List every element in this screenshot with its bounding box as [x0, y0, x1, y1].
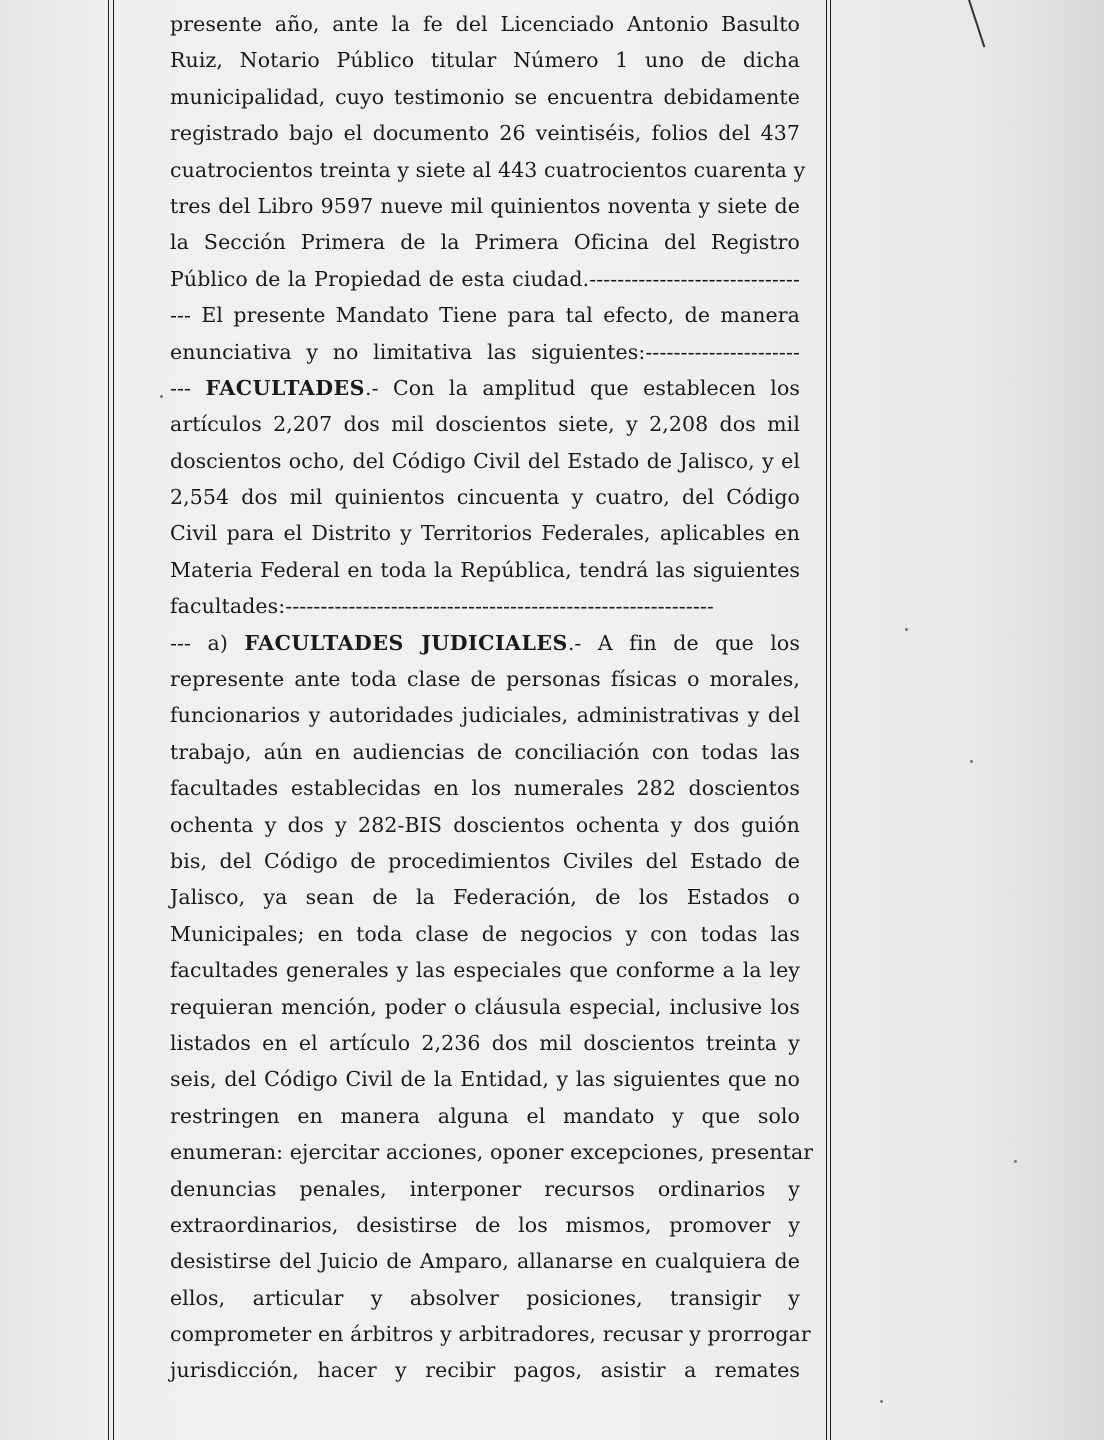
line-prefix: --- a) [170, 630, 245, 655]
text-line: Civil para el Distrito y Territorios Federales, aplicables en [170, 521, 800, 546]
text-line: enumeran: ejercitar acciones, oponer excepciones, presentar [170, 1140, 814, 1165]
text-line: 2,554 dos mil quinientos cincuenta y cuatro, del Código [170, 485, 800, 510]
scan-speck [970, 760, 973, 763]
text-line: comprometer en árbitros y arbitradores, recusar y prorrogar [170, 1322, 811, 1347]
text-line: Público de la Propiedad de esta ciudad.------------------------------ [170, 266, 800, 291]
text-line: enunciativa y no limitativa las siguientes:---------------------- [170, 339, 800, 364]
section-heading-facultades-judiciales: FACULTADES JUDICIALES [244, 630, 568, 655]
text-line: seis, del Código Civil de la Entidad, y las siguientes que no [170, 1067, 800, 1092]
text-line: presente año, ante la fe del Licenciado Antonio Basulto [170, 12, 800, 36]
line-rest: .- Con la amplitud que establecen los [364, 375, 801, 400]
text-line: trabajo, aún en audiencias de conciliación con todas las [170, 739, 800, 764]
text-line: extraordinarios, desistirse de los mismos, promover y [170, 1212, 800, 1237]
text-line: ochenta y dos y 282-BIS doscientos ochenta y dos guión [170, 812, 800, 837]
text-line [170, 370, 800, 406]
text-line: cuatrocientos treinta y siete al 443 cuatrocientos cuarenta y [170, 157, 806, 182]
text-line: restringen en manera alguna el mandato y que solo [170, 1103, 800, 1128]
text-line: denuncias penales, interponer recursos ordinarios y [170, 1176, 800, 1201]
text-line: requieran mención, poder o cláusula especial, inclusive los [170, 994, 800, 1019]
text-line: la Sección Primera de la Primera Oficina del Registro [170, 230, 800, 255]
text-line: represente ante toda clase de personas físicas o morales, [170, 667, 800, 692]
scan-speck [160, 395, 163, 398]
text-line: desistirse del Juicio de Amparo, allanarse en cualquiera de [170, 1249, 800, 1274]
text-line: facultades:------------------------------------------------------------- [170, 594, 714, 619]
text-line: funcionarios y autoridades judiciales, administrativas y del [170, 703, 800, 728]
line-rest: .- A fin de que los [567, 630, 800, 655]
scan-speck [905, 628, 908, 631]
text-line: municipalidad, cuyo testimonio se encuentra debidamente [170, 84, 800, 109]
section-heading-facultades: FACULTADES [205, 375, 365, 400]
page-border-left [108, 0, 114, 1440]
scan-speck [880, 1400, 883, 1403]
text-line: listados en el artículo 2,236 dos mil doscientos treinta y [170, 1030, 800, 1055]
text-line: registrado bajo el documento 26 veintiséis, folios del 437 [170, 121, 800, 146]
text-line: ellos, articular y absolver posiciones, transigir y [170, 1285, 800, 1310]
text-line: tres del Libro 9597 nueve mil quinientos noventa y siete de [170, 193, 800, 218]
document-body [170, 6, 814, 1389]
text-line: Materia Federal en toda la República, tendrá las siguientes [170, 557, 800, 582]
text-line: jurisdicción, hacer y recibir pagos, asistir a remates [170, 1358, 800, 1383]
text-line: Municipales; en toda clase de negocios y con todas las [170, 921, 800, 946]
text-line: Jalisco, ya sean de la Federación, de los Estados o [170, 885, 800, 910]
page-border-right [826, 0, 831, 1440]
text-line: doscientos ocho, del Código Civil del Estado de Jalisco, y el [170, 448, 800, 473]
text-line: artículos 2,207 dos mil doscientos siete, y 2,208 dos mil [170, 412, 800, 437]
text-line: bis, del Código de procedimientos Civiles del Estado de [170, 848, 800, 873]
text-line: facultades generales y las especiales que conforme a la ley [170, 958, 800, 983]
text-line: --- El presente Mandato Tiene para tal efecto, de manera [170, 303, 800, 328]
line-prefix: --- [170, 375, 206, 400]
text-line: Ruiz, Notario Público titular Número 1 uno de dicha [170, 48, 800, 73]
text-line [170, 625, 800, 661]
scan-speck [1014, 1160, 1017, 1163]
text-line: facultades establecidas en los numerales 282 doscientos [170, 776, 800, 801]
